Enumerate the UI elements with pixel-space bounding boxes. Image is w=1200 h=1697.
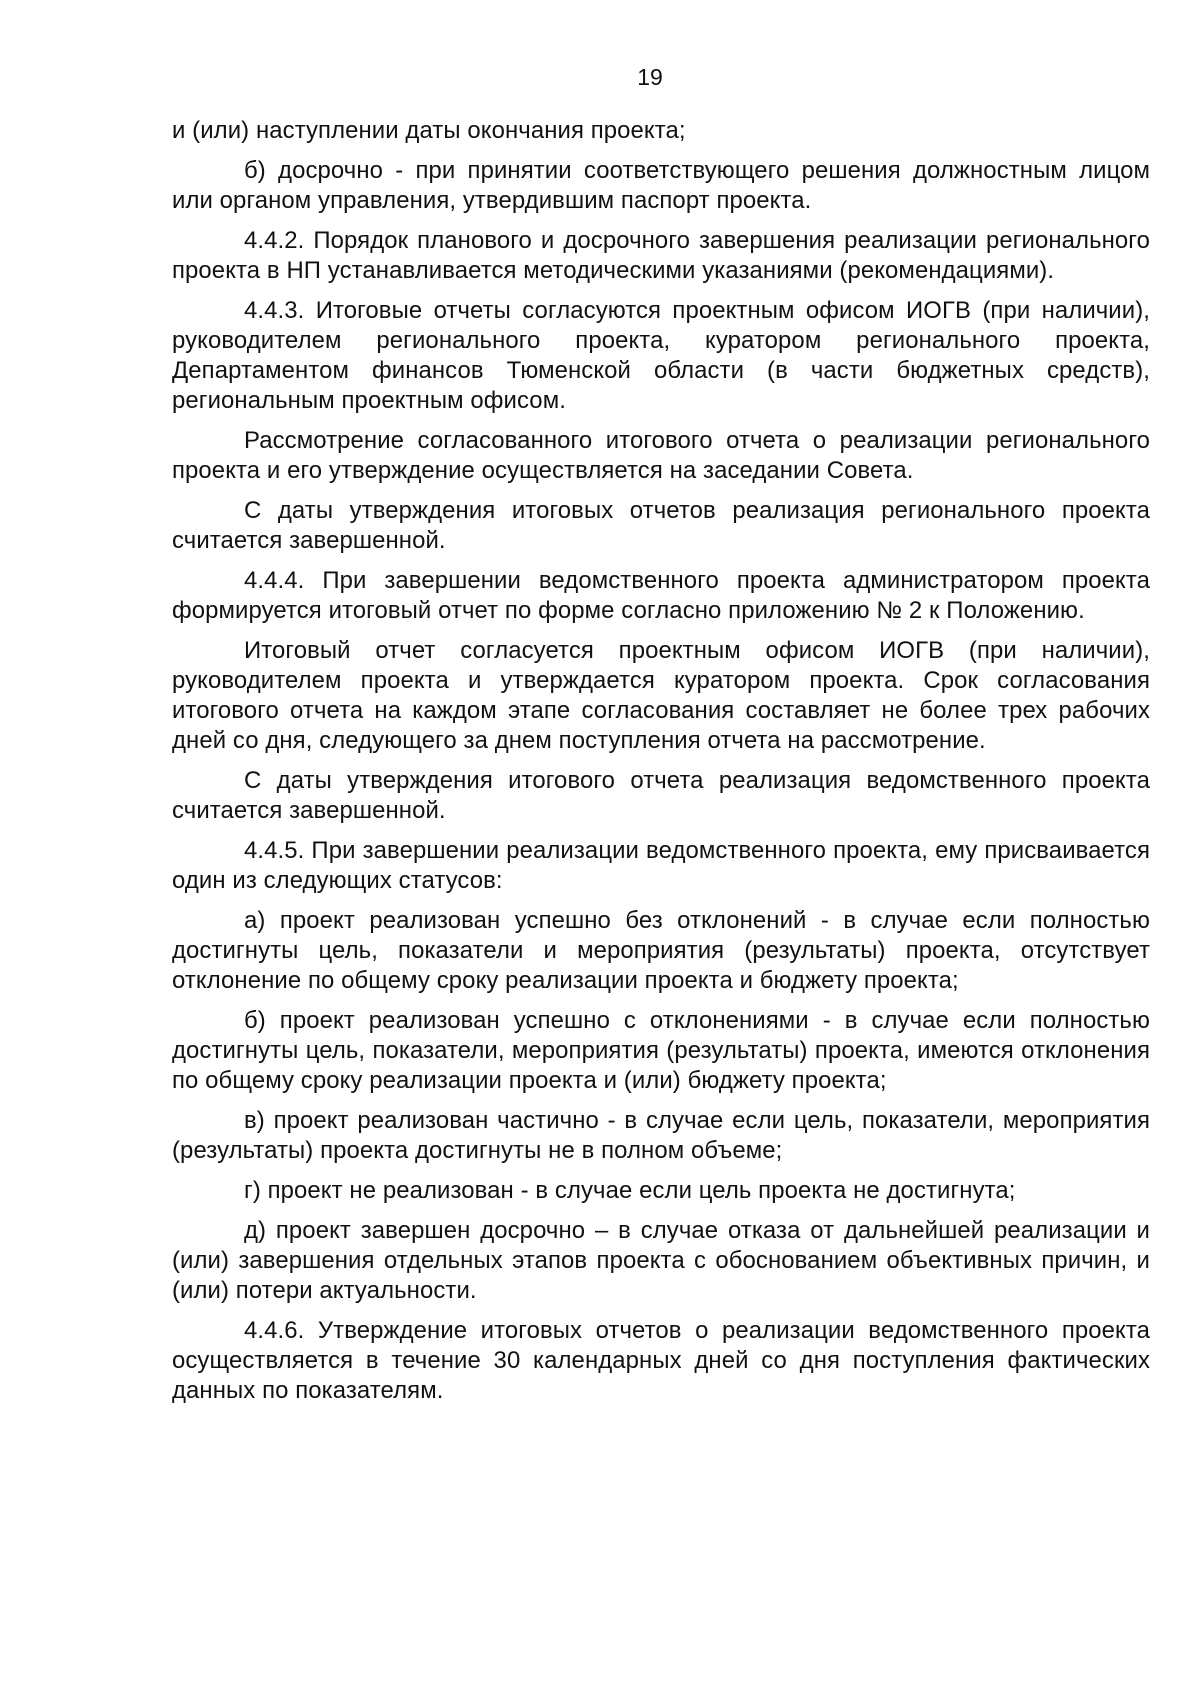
paragraph-council-review: Рассмотрение согласованного итогового отчета о реализации регионального проекта и его утверждение осуществляется на заседании Совета. (172, 427, 1150, 484)
document-body (172, 116, 1150, 1416)
paragraph-status-d: д) проект завершен досрочно – в случае отказа от дальнейшей реализации и (или) завершения отдельных этапов проекта с обоснованием объективных причин, и (или) потери актуальности. (172, 1217, 1150, 1304)
paragraph-4-4-5: 4.4.5. При завершении реализации ведомственного проекта, ему присваивается один из следующих статусов: (172, 837, 1150, 894)
paragraph-continuation: и (или) наступлении даты окончания проекта; (172, 117, 686, 144)
paragraph-status-g: г) проект не реализован - в случае если цель проекта не достигнута; (244, 1177, 1016, 1204)
paragraph-status-b: б) проект реализован успешно с отклонениями - в случае если полностью достигнуты цель, показатели, мероприятия (результаты) проекта, имеются отклонения по общему сроку реализации проекта и (или) бюджету проекта; (172, 1007, 1150, 1094)
paragraph-4-4-4: 4.4.4. При завершении ведомственного проекта администратором проекта формируется итоговый отчет по форме согласно приложению № 2 к Положению. (172, 567, 1150, 624)
paragraph-early-completion: б) досрочно - при принятии соответствующего решения должностным лицом или органом управления, утвердившим паспорт проекта. (172, 157, 1150, 214)
page-number: 19 (637, 64, 663, 90)
paragraph-4-4-6: 4.4.6. Утверждение итоговых отчетов о реализации ведомственного проекта осуществляется в течение 30 календарных дней со дня поступления фактических данных по показателям. (172, 1317, 1150, 1404)
paragraph-4-4-2: 4.4.2. Порядок планового и досрочного завершения реализации регионального проекта в НП устанавливается методическими указаниями (рекомендациями). (172, 227, 1150, 284)
paragraph-status-a: а) проект реализован успешно без отклонений - в случае если полностью достигнуты цель, показатели и мероприятия (результаты) проекта, отсутствует отклонение по общему сроку реализации проекта и бюджету проекта; (172, 907, 1150, 994)
paragraph-departmental-completed: С даты утверждения итогового отчета реализация ведомственного проекта считается завершенной. (172, 767, 1150, 824)
paragraph-4-4-3: 4.4.3. Итоговые отчеты согласуются проектным офисом ИОГВ (при наличии), руководителем регионального проекта, куратором регионального проекта, Департаментом финансов Тюменской области (в части бюджетных средств), региональным проектным офисом. (172, 297, 1150, 414)
paragraph-final-report-approval: Итоговый отчет согласуется проектным офисом ИОГВ (при наличии), руководителем проекта и утверждается куратором проекта. Срок согласования итогового отчета на каждом этапе согласования составляет не более трех рабочих дней со дня, следующего за днем поступления отчета на рассмотрение. (172, 637, 1150, 754)
paragraph-status-v: в) проект реализован частично - в случае если цель, показатели, мероприятия (результаты) проекта достигнуты не в полном объеме; (172, 1107, 1150, 1164)
paragraph-regional-completed: С даты утверждения итоговых отчетов реализация регионального проекта считается завершенной. (172, 497, 1150, 554)
